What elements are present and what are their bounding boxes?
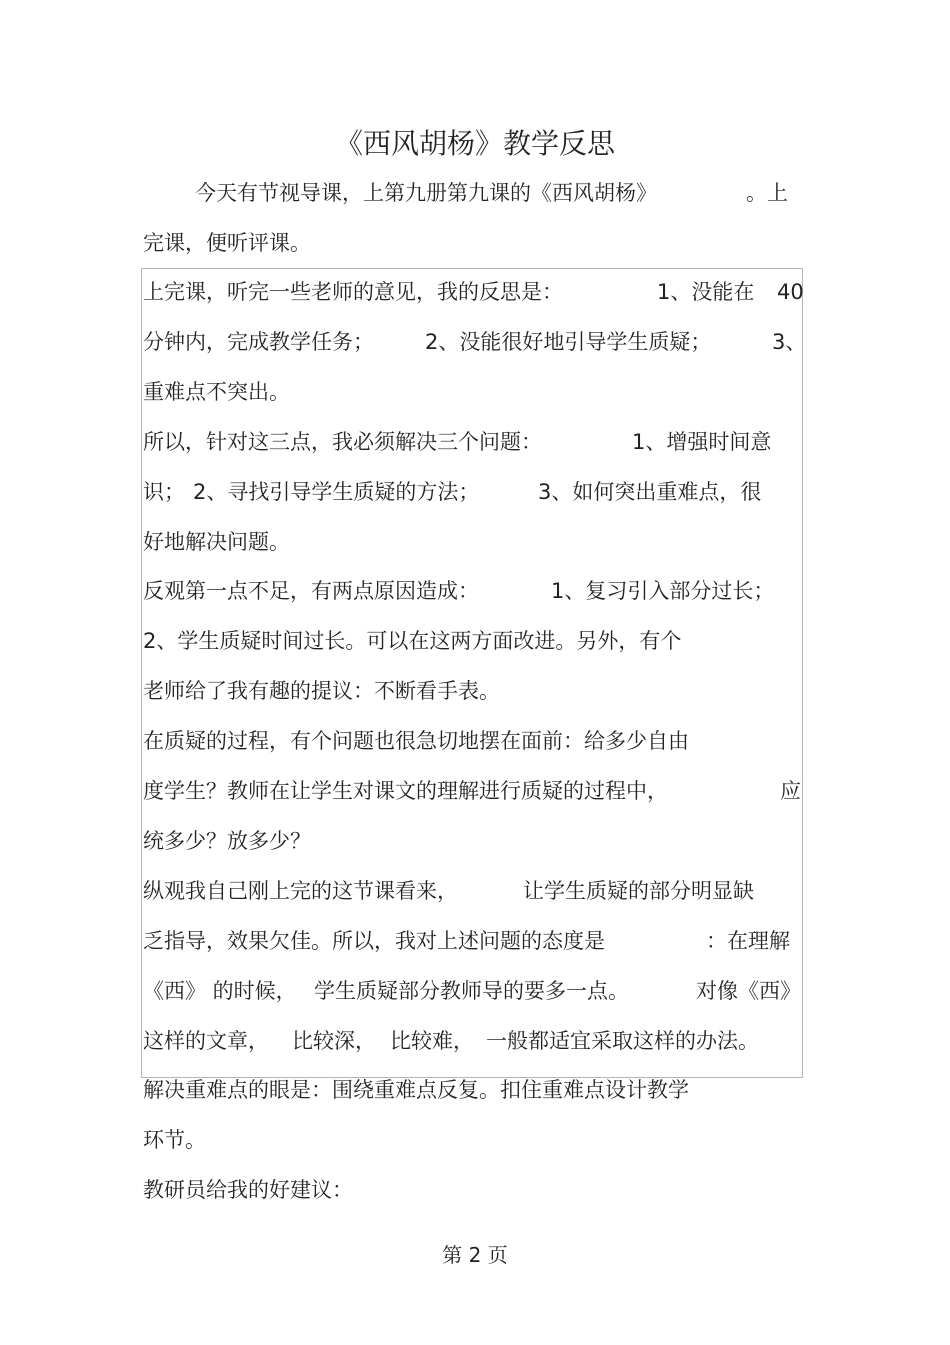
p5-line-1a: 纵观我自己刚上完的这节课看来， <box>143 879 458 903</box>
p1-line-2c: 3、 <box>772 330 807 354</box>
intro-line-1a: 今天有节视导课，上第九册第九课的《西风胡杨》 <box>195 181 657 205</box>
p3-line-3: 老师给了我有趣的提议：不断看手表。 <box>143 679 500 703</box>
page-number: 第 2 页 <box>442 1243 508 1267</box>
p5-line-4b: 比较深， <box>292 1029 376 1053</box>
p7-line-1: 教研员给我的好建议： <box>143 1178 353 1202</box>
p4-line-1: 在质疑的过程，有个问题也很急切地摆在面前：给多少自由 <box>143 729 689 753</box>
p1-line-3: 重难点不突出。 <box>143 380 290 404</box>
p3-line-1a: 反观第一点不足，有两点原因造成： <box>143 579 479 603</box>
p3-line-1b: 1、复习引入部分过长； <box>551 579 775 603</box>
p2-line-3: 好地解决问题。 <box>143 530 290 554</box>
p1-line-1c: 40 <box>777 280 804 304</box>
p6-line-2: 环节。 <box>143 1128 206 1152</box>
p4-line-2a: 度学生？教师在让学生对课文的理解进行质疑的过程中， <box>143 779 668 803</box>
p4-line-2b: 应 <box>780 779 801 803</box>
p1-line-1b: 1、没能在 <box>657 280 755 304</box>
intro-line-1b: 。上 <box>746 181 788 205</box>
p1-line-1a: 上完课，听完一些老师的意见，我的反思是： <box>143 280 563 304</box>
p4-line-3: 统多少？放多少？ <box>143 829 311 853</box>
intro-line-2: 完课，便听评课。 <box>143 231 311 255</box>
p5-line-4d: 一般都适宜采取这样的办法。 <box>486 1029 759 1053</box>
p2-line-2b: 2、寻找引导学生质疑的方法； <box>193 480 480 504</box>
p5-line-2b: ：在理解 <box>706 929 790 953</box>
p2-line-2c: 3、如何突出重难点，很 <box>538 480 762 504</box>
p2-line-1b: 1、增强时间意 <box>632 430 772 454</box>
p5-line-4a: 这样的文章， <box>143 1029 269 1053</box>
p2-line-1a: 所以，针对这三点，我必须解决三个问题： <box>143 430 542 454</box>
p3-line-2: 2、学生质疑时间过长。可以在这两方面改进。另外，有个 <box>143 629 682 653</box>
p6-line-1: 解决重难点的眼是：围绕重难点反复。扣住重难点设计教学 <box>143 1078 689 1102</box>
p2-line-2a: 识； <box>143 480 185 504</box>
p5-line-3a: 《西》 的时候， <box>143 979 297 1003</box>
p5-line-3b: 学生质疑部分教师导的要多一点。 <box>314 979 629 1003</box>
p1-line-2b: 2、没能很好地引导学生质疑； <box>425 330 712 354</box>
document-title: 《西风胡杨》教学反思 <box>334 127 615 160</box>
p5-line-4c: 比较难， <box>390 1029 474 1053</box>
p5-line-3c: 对像《西》 <box>696 979 801 1003</box>
p5-line-1b: 让学生质疑的部分明显缺 <box>523 879 754 903</box>
p5-line-2a: 乏指导，效果欠佳。所以，我对上述问题的态度是 <box>143 929 605 953</box>
p1-line-2a: 分钟内，完成教学任务； <box>143 330 374 354</box>
